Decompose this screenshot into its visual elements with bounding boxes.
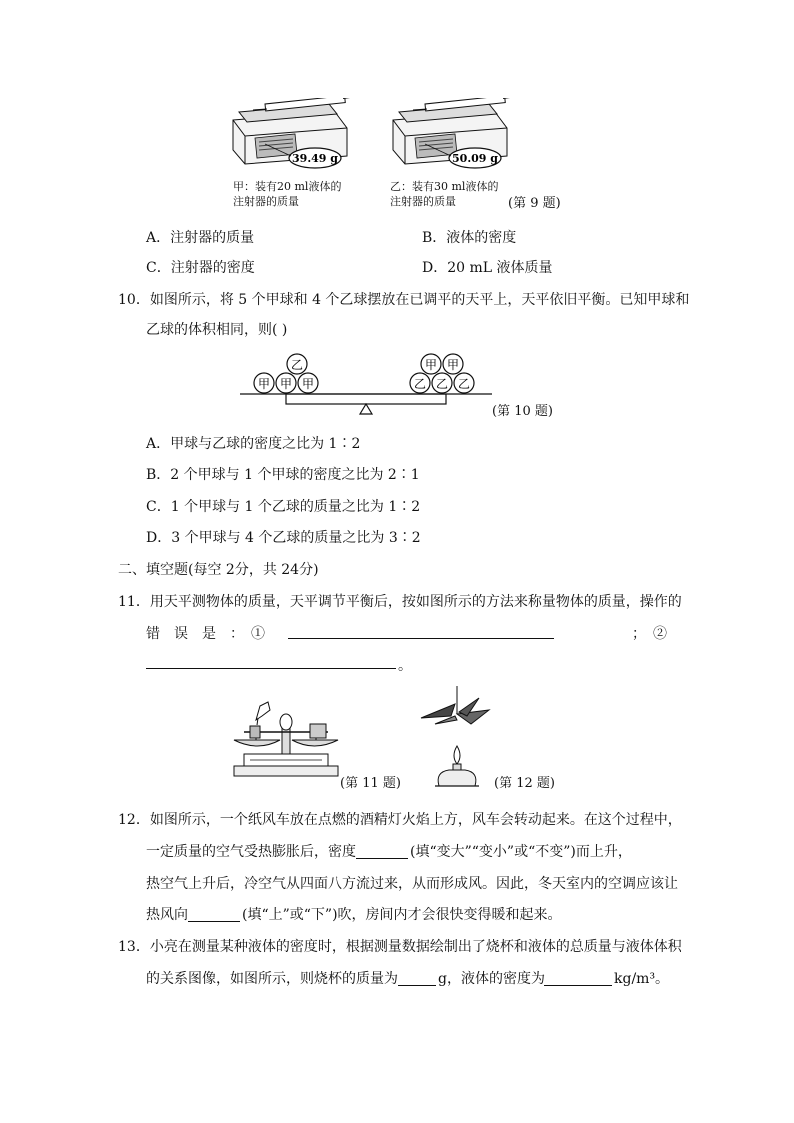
q9-caption-yi-line2: 注射器的质量	[390, 195, 456, 208]
q11-stem-line1: 11．用天平测物体的质量，天平调节平衡后，按如图所示的方法来称量物体的质量，操作的	[118, 594, 682, 610]
q9-figure-label: (第 9 题)	[508, 196, 561, 211]
q12-line2b: (填“变大”“变小”或“不变”)而上升，	[410, 844, 632, 860]
q12-answer-blank-1[interactable]	[356, 844, 408, 859]
q11-end-mark: 。	[398, 658, 412, 674]
q9-option-b: B．液体的密度	[422, 230, 517, 246]
q11-balance-figure	[230, 692, 342, 784]
q11-answer-blank-1[interactable]	[288, 624, 554, 639]
ball-label: 乙	[435, 377, 449, 391]
scale-yi-reading: 50.09 g	[452, 152, 498, 165]
q9-caption-yi-line1: 乙：装有30 ml液体的	[390, 180, 499, 193]
q12-line2a: 一定质量的空气受热膨胀后，密度	[146, 844, 356, 860]
q11-figure-label: (第 11 题)	[340, 776, 401, 791]
ball-label: 甲	[257, 377, 271, 391]
q12-line1: 12．如图所示，一个纸风车放在点燃的酒精灯火焰上方，风车会转动起来。在这个过程中，	[118, 812, 682, 828]
q12-answer-blank-2[interactable]	[188, 907, 240, 922]
ball-label: 乙	[290, 358, 304, 372]
ball-label: 甲	[424, 358, 438, 372]
q9-option-a: A．注射器的质量	[146, 230, 255, 246]
ball-label: 甲	[279, 377, 293, 391]
q12-figure-label: (第 12 题)	[494, 776, 555, 791]
section2-heading: 二、填空题(每空 2分，共 24分)	[118, 562, 319, 578]
q10-option-c: C．1 个甲球与 1 个乙球的质量之比为 1∶2	[146, 499, 421, 515]
q9-caption-jia-line1: 甲：装有20 ml液体的	[233, 180, 342, 193]
q9-option-d: D．20 mL 液体质量	[422, 260, 553, 276]
q12-windmill-lamp-figure	[415, 686, 499, 788]
ball-label: 乙	[413, 377, 427, 391]
q9-caption-jia-line2: 注射器的质量	[233, 195, 299, 208]
q10-option-a: A．甲球与乙球的密度之比为 1∶2	[146, 436, 361, 452]
ball-label: 乙	[457, 377, 471, 391]
q9-option-c: C．注射器的密度	[146, 260, 255, 276]
q12-line4b: (填“上”或“下”)吹，房间内才会很快变得暖和起来。	[242, 907, 562, 923]
q10-option-d: D．3 个甲球与 4 个乙球的质量之比为 3∶2	[146, 530, 421, 546]
q10-balance-figure	[236, 352, 496, 418]
q11-answer-blank-2[interactable]	[146, 654, 396, 669]
scale-jia-reading: 39.49 g	[292, 152, 338, 165]
q13-line2a: 的关系图像，如图所示，则烧杯的质量为	[146, 971, 398, 987]
q10-stem-line2: 乙球的体积相同，则( )	[146, 322, 288, 338]
q12-line3: 热空气上升后，冷空气从四面八方流过来，从而形成风。因此，冬天室内的空调应该让	[146, 876, 678, 892]
ball-label: 甲	[446, 358, 460, 372]
q13-line2c: kg/m³。	[614, 971, 670, 987]
ball-label: 甲	[301, 377, 315, 391]
q13-line2b: g，液体的密度为	[438, 971, 545, 987]
q13-line1: 13．小亮在测量某种液体的密度时，根据测量数据绘制出了烧杯和液体的总质量与液体体积	[118, 939, 682, 955]
q10-option-b: B．2 个甲球与 1 个甲球的密度之比为 2∶1	[146, 467, 420, 483]
q10-figure-label: (第 10 题)	[492, 404, 553, 419]
q10-stem-line1: 10．如图所示，将 5 个甲球和 4 个乙球摆放在已调平的天平上，天平依旧平衡。已知甲球和	[118, 292, 690, 308]
q9-figure-scales	[225, 98, 555, 176]
q13-answer-blank-1[interactable]	[398, 971, 436, 986]
q12-line4a: 热风向	[146, 907, 188, 923]
q13-answer-blank-2[interactable]	[544, 971, 612, 986]
q11-errors-label: 错 误 是 ： ①	[146, 626, 265, 642]
q11-separator: ； ②	[632, 626, 667, 642]
